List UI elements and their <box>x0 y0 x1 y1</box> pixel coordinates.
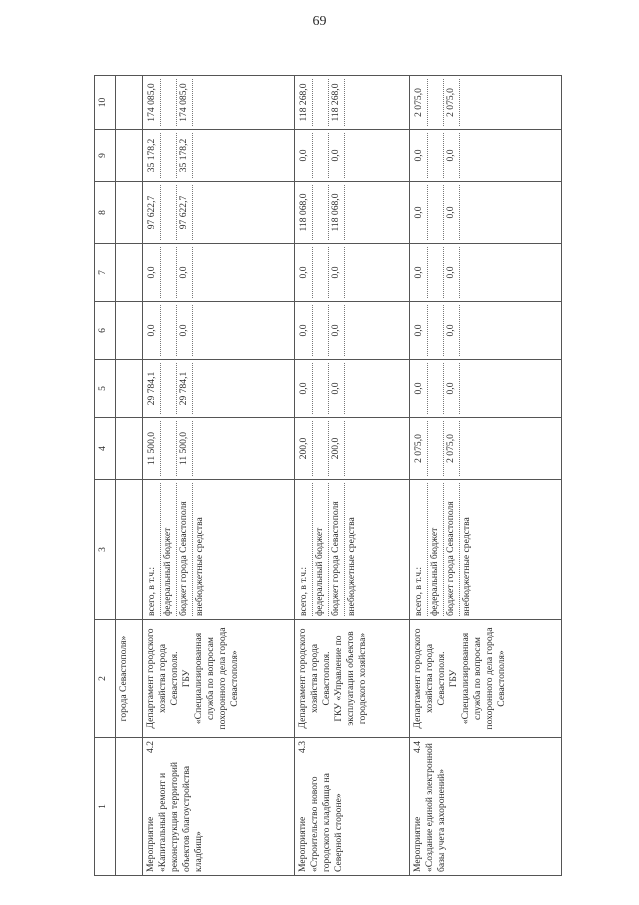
measure-row <box>143 76 295 876</box>
value-line: 0,0 <box>412 185 428 240</box>
funding-source-cell <box>143 480 295 620</box>
value-cell-col-5 <box>294 360 410 418</box>
measure-title: «Строительство нового городского кладбища на Северной стороне» <box>308 773 344 872</box>
value-line: 118 268,0 <box>297 79 313 126</box>
executor-body: ГБУ «Специализированная служба по вопросам похоронного дела города Севастополя» <box>180 627 240 730</box>
value-line: 0,0 <box>177 247 193 298</box>
value-line <box>313 133 329 178</box>
value-line <box>193 247 208 298</box>
value-cell-col-7 <box>143 244 295 302</box>
value-cell-col-10 <box>410 76 562 130</box>
executor-cell <box>143 620 295 738</box>
funding-source-line: всего, в т.ч.: <box>145 483 161 616</box>
value-line: 97 622,7 <box>145 185 161 240</box>
funding-source-line: федеральный бюджет <box>161 483 177 616</box>
funding-source-line: внебюджетные средства <box>461 517 473 616</box>
measure-title: «Создание единой электронной базы учета захоронений» <box>424 743 448 872</box>
col-num-3: 3 <box>95 480 116 620</box>
value-line <box>313 421 329 476</box>
value-line <box>460 363 475 414</box>
value-cell-col-6 <box>143 302 295 360</box>
value-line: 0,0 <box>329 247 345 298</box>
value-line <box>313 185 329 240</box>
col-num-9: 9 <box>95 130 116 182</box>
value-line: 0,0 <box>412 133 428 178</box>
measure-label: Мероприятие <box>412 816 424 872</box>
value-line <box>313 79 329 126</box>
value-line <box>313 363 329 414</box>
executor-body: ГКУ «Управление по эксплуатации объектов городского хозяйства» <box>332 631 368 726</box>
value-line: 0,0 <box>444 247 460 298</box>
continuation-cell-1 <box>116 738 143 876</box>
value-line <box>460 133 475 178</box>
value-line <box>193 363 208 414</box>
value-line: 29 784,1 <box>177 363 193 414</box>
value-line <box>460 305 475 356</box>
value-line: 2 075,0 <box>444 421 460 476</box>
continuation-cell-8 <box>116 182 143 244</box>
value-cell-col-10 <box>294 76 410 130</box>
continuation-cell-4 <box>116 418 143 480</box>
value-line <box>193 185 208 240</box>
value-line <box>161 247 177 298</box>
funding-source-line: бюджет города Севастополя <box>177 483 193 616</box>
value-cell-col-4 <box>143 418 295 480</box>
value-line <box>428 363 444 414</box>
value-line: 0,0 <box>412 363 428 414</box>
value-line <box>161 185 177 240</box>
funding-source-line: федеральный бюджет <box>313 483 329 616</box>
value-line <box>345 133 360 178</box>
continuation-row <box>116 76 143 876</box>
value-line: 2 075,0 <box>444 79 460 126</box>
measure-title: «Капитальный ремонт и реконструкция территорий объектов благоустройства кладбищ» <box>156 761 204 872</box>
value-line: 0,0 <box>297 305 313 356</box>
continuation-cell-10 <box>116 76 143 130</box>
continuation-cell-5 <box>116 360 143 418</box>
value-cell-col-8 <box>294 182 410 244</box>
executor-cell <box>410 620 562 738</box>
funding-source-line: всего, в т.ч.: <box>412 483 428 616</box>
measure-number: 4.3 <box>296 741 308 753</box>
value-line <box>460 185 475 240</box>
value-cell-col-9 <box>294 130 410 182</box>
col-num-7: 7 <box>95 244 116 302</box>
funding-source-line: федеральный бюджет <box>428 483 444 616</box>
value-line <box>428 305 444 356</box>
value-cell-col-9 <box>410 130 562 182</box>
value-line <box>428 185 444 240</box>
value-line <box>161 133 177 178</box>
col-num-2: 2 <box>95 620 116 738</box>
value-cell-col-8 <box>143 182 295 244</box>
rotated-table-wrapper <box>94 76 562 876</box>
value-cell-col-8 <box>410 182 562 244</box>
measure-name-cell <box>143 738 295 876</box>
continuation-cell-9 <box>116 130 143 182</box>
value-line <box>345 79 360 126</box>
value-cell-col-6 <box>294 302 410 360</box>
value-line: 174 085,0 <box>145 79 161 126</box>
value-cell-col-5 <box>410 360 562 418</box>
col-num-4: 4 <box>95 418 116 480</box>
value-line: 35 178,2 <box>145 133 161 178</box>
value-line: 0,0 <box>412 247 428 298</box>
value-line: 0,0 <box>297 247 313 298</box>
value-line <box>460 79 475 126</box>
col-num-10: 10 <box>95 76 116 130</box>
value-line: 0,0 <box>329 133 345 178</box>
value-line <box>428 421 444 476</box>
measure-label: Мероприятие <box>145 816 156 872</box>
value-line: 0,0 <box>297 133 313 178</box>
value-line <box>460 247 475 298</box>
measure-row <box>410 76 562 876</box>
measure-number: 4.4 <box>412 741 424 753</box>
value-line: 200,0 <box>329 421 345 476</box>
value-line <box>345 247 360 298</box>
value-line <box>345 185 360 240</box>
value-cell-col-4 <box>294 418 410 480</box>
value-line: 0,0 <box>329 363 345 414</box>
executor-cell <box>294 620 410 738</box>
value-cell-col-7 <box>294 244 410 302</box>
measure-name-cell <box>294 738 410 876</box>
value-line: 11 500,0 <box>177 421 193 476</box>
value-line: 0,0 <box>177 305 193 356</box>
funding-source-line: всего, в т.ч.: <box>297 483 313 616</box>
value-line <box>428 247 444 298</box>
measure-name-cell <box>410 738 562 876</box>
value-line <box>193 133 208 178</box>
funding-source-cell <box>294 480 410 620</box>
executor-body: ГБУ «Специализированная служба по вопросам похоронного дела города Севастополя» <box>448 627 508 730</box>
value-line <box>193 79 208 126</box>
value-line: 118 268,0 <box>329 79 345 126</box>
value-cell-col-6 <box>410 302 562 360</box>
executor-head: Департамент городского хозяйства города Севастополя. <box>145 628 180 729</box>
measure-number: 4.2 <box>145 741 156 753</box>
col-num-1: 1 <box>95 738 116 876</box>
value-line <box>161 421 177 476</box>
value-cell-col-10 <box>143 76 295 130</box>
col-num-5: 5 <box>95 360 116 418</box>
value-line <box>161 79 177 126</box>
value-cell-col-9 <box>143 130 295 182</box>
continuation-executor: города Севастополя» <box>116 620 143 738</box>
value-line: 0,0 <box>297 363 313 414</box>
value-line: 118 068,0 <box>297 185 313 240</box>
budget-table <box>94 75 562 876</box>
executor-head: Департамент городского хозяйства города Севастополя. <box>296 628 332 729</box>
measure-label: Мероприятие <box>296 816 308 872</box>
funding-source-line: бюджет города Севастополя <box>329 483 345 616</box>
value-cell-col-4 <box>410 418 562 480</box>
value-line: 0,0 <box>444 185 460 240</box>
value-line <box>428 79 444 126</box>
value-line <box>193 305 208 356</box>
funding-source-line: внебюджетные средства <box>193 517 205 616</box>
value-line: 174 085,0 <box>177 79 193 126</box>
executor-head: Департамент городского хозяйства города Севастополя. <box>412 628 448 729</box>
value-line: 200,0 <box>297 421 313 476</box>
value-line: 0,0 <box>444 363 460 414</box>
value-line: 0,0 <box>145 247 161 298</box>
col-num-8: 8 <box>95 182 116 244</box>
value-line <box>161 363 177 414</box>
col-num-6: 6 <box>95 302 116 360</box>
value-line <box>428 133 444 178</box>
continuation-cell-6 <box>116 302 143 360</box>
value-line <box>161 305 177 356</box>
value-line <box>313 305 329 356</box>
funding-source-cell <box>410 480 562 620</box>
value-line <box>460 421 475 476</box>
continuation-cell-3 <box>116 480 143 620</box>
continuation-cell-7 <box>116 244 143 302</box>
value-line: 11 500,0 <box>145 421 161 476</box>
value-line: 0,0 <box>444 305 460 356</box>
value-line: 29 784,1 <box>145 363 161 414</box>
value-line: 0,0 <box>444 133 460 178</box>
value-line: 118 068,0 <box>329 185 345 240</box>
value-line: 0,0 <box>329 305 345 356</box>
value-line: 2 075,0 <box>412 421 428 476</box>
value-line: 97 622,7 <box>177 185 193 240</box>
value-line: 0,0 <box>412 305 428 356</box>
value-line: 0,0 <box>145 305 161 356</box>
value-line: 35 178,2 <box>177 133 193 178</box>
value-line <box>345 305 360 356</box>
column-number-row <box>95 76 116 876</box>
measure-row <box>294 76 410 876</box>
value-cell-col-5 <box>143 360 295 418</box>
value-line <box>345 363 360 414</box>
value-line <box>313 247 329 298</box>
value-cell-col-7 <box>410 244 562 302</box>
page-number: 69 <box>312 14 327 29</box>
value-line <box>193 421 208 476</box>
value-line: 2 075,0 <box>412 79 428 126</box>
value-line <box>345 421 360 476</box>
funding-source-line: бюджет города Севастополя <box>444 483 460 616</box>
funding-source-line: внебюджетные средства <box>345 517 357 616</box>
